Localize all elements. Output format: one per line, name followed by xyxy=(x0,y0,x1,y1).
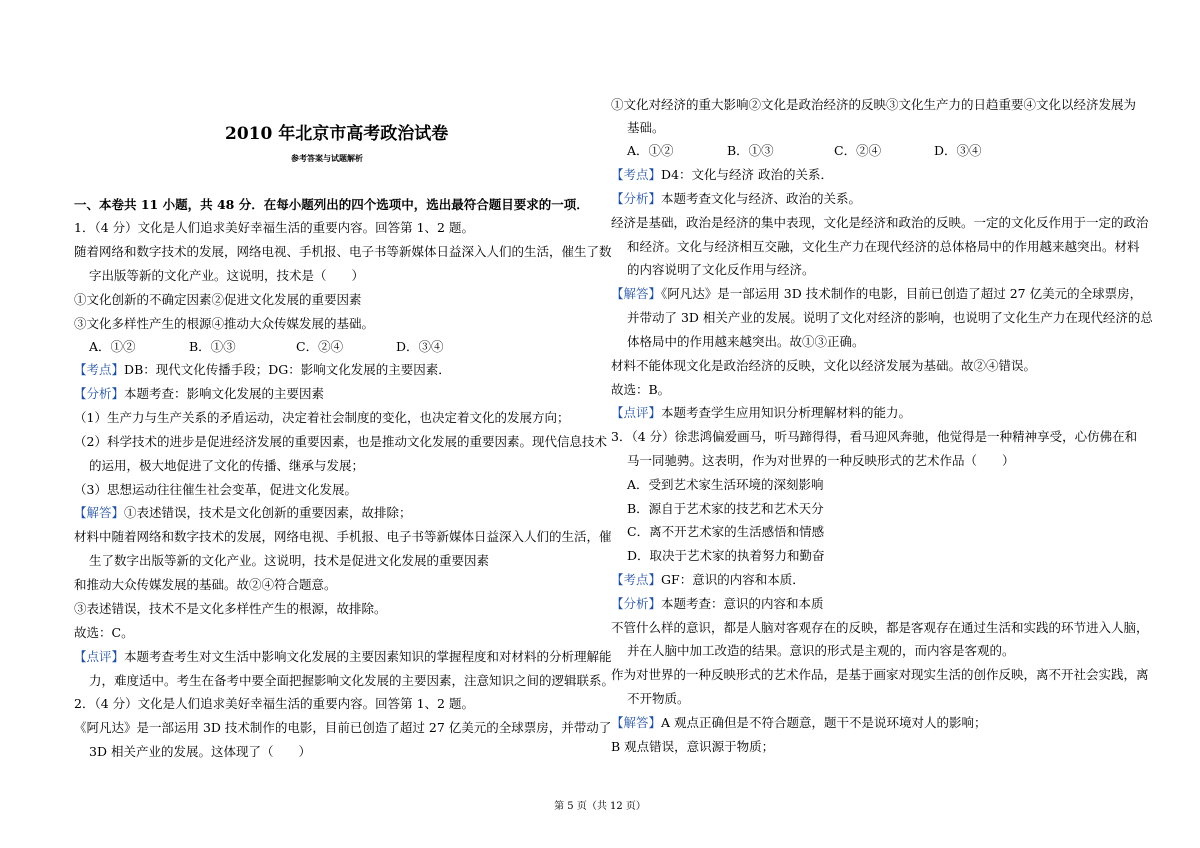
option-d: D．③④ xyxy=(396,339,444,354)
text-line: 力，难度适中。考生在备考中要全面把握影响文化发展的主要因素，注意知识之间的逻辑联系。 xyxy=(89,673,615,688)
text-line: ③文化多样性产生的根源④推动大众传媒发展的基础。 xyxy=(74,316,375,331)
tag-label: 点评 xyxy=(86,649,112,664)
page-title: 2010 年北京市高考政治试卷 xyxy=(225,124,449,144)
text-line: 生了数字出版等新的文化产业。这说明，技术是促进文化发展的重要因素 xyxy=(89,553,490,568)
text-line: 本题考查：影响文化发展的主要因素 xyxy=(124,386,325,401)
text-line: 基础。 xyxy=(627,120,665,135)
dianping-row: 【点评】本题考查学生应用知识分析理解材料的能力。 xyxy=(611,405,912,420)
fenxi-row: 【分析】本题考查文化与经济、政治的关系。 xyxy=(611,191,862,206)
text-line: GF：意识的内容和本质． xyxy=(661,572,805,587)
text-line: 3D 相关产业的发展。这体现了（ ） xyxy=(89,744,311,759)
text-line: 本题考查学生应用知识分析理解材料的能力。 xyxy=(661,405,912,420)
option-a: A．①② xyxy=(89,339,136,354)
option-b: B．①③ xyxy=(727,143,774,158)
jieda-row: 【解答】①表述错误，技术是文化创新的重要因素，故排除； xyxy=(74,505,412,520)
tag-label: 解答 xyxy=(86,505,112,520)
section-heading: 一、本卷共 11 小题，共 48 分．在每小题列出的四个选项中，选出最符合题目要求的一项． xyxy=(74,197,589,212)
tag-label: 考点 xyxy=(623,167,649,182)
answer-line: 故选：B。 xyxy=(611,382,671,397)
text-line: ③表述错误，技术不是文化多样性产生的根源，故排除。 xyxy=(74,601,387,616)
text-line: DB：现代文化传播手段；DG：影响文化发展的主要因素． xyxy=(124,362,451,377)
tag-label: 分析 xyxy=(86,386,112,401)
text-line: ①表述错误，技术是文化创新的重要因素，故排除； xyxy=(124,505,412,520)
page-number-footer: 第 5 页（共 12 页） xyxy=(554,801,646,812)
option-d: D．取决于艺术家的执着努力和勤奋 xyxy=(627,548,825,563)
text-line: 不管什么样的意识，都是人脑对客观存在的反映，都是客观存在通过生活和实践的环节进入人脑， xyxy=(611,620,1149,635)
text-line: 本题考查考生对文生活中影响文化发展的主要因素知识的掌握程度和对材料的分析理解能 xyxy=(124,649,612,664)
option-c: C．②④ xyxy=(296,339,344,354)
text-line: （2）科学技术的进步是促进经济发展的重要因素，也是推动文化发展的重要因素。现代信息技术 xyxy=(74,434,607,449)
text-line: 材料中随着网络和数字技术的发展，网络电视、手机报、电子书等新媒体日益深入人们的生活，催 xyxy=(74,529,612,544)
option-a: A．①② xyxy=(627,143,674,158)
text-line: 并带动了 3D 相关产业的发展。说明了文化对经济的影响，也说明了文化生产力在现代经济的总 xyxy=(627,310,1153,325)
text-line: 《阿凡达》是一部运用 3D 技术制作的电影，目前已创造了超过 27 亿美元的全球票房，并带动了 xyxy=(74,720,612,735)
tag-label: 考点 xyxy=(623,572,649,587)
option-b: B．源自于艺术家的技艺和艺术天分 xyxy=(627,501,824,516)
text-line: 本题考查文化与经济、政治的关系。 xyxy=(661,191,862,206)
tag-label: 考点 xyxy=(86,362,112,377)
kaodian-row: 【考点】DB：现代文化传播手段；DG：影响文化发展的主要因素． xyxy=(74,362,451,377)
text-line: D4：文化与经济 政治的关系． xyxy=(661,167,833,182)
text-line: A 观点正确但是不符合题意，题干不是说环境对人的影响； xyxy=(661,715,987,730)
kaodian-row: 【考点】D4：文化与经济 政治的关系． xyxy=(611,167,833,182)
dianping-row: 【点评】本题考查考生对文生活中影响文化发展的主要因素知识的掌握程度和对材料的分析理解能 xyxy=(74,649,612,664)
text-line: ①文化创新的不确定因素②促进文化发展的重要因素 xyxy=(74,292,362,307)
text-line: 《阿凡达》是一部运用 3D 技术制作的电影，目前已创造了超过 27 亿美元的全球票房， xyxy=(661,286,1143,301)
text-line: 经济是基础，政治是经济的集中表现，文化是经济和政治的反映。一定的文化反作用于一定的政治 xyxy=(611,215,1149,230)
tag-label: 分析 xyxy=(623,596,649,611)
tag-label: 点评 xyxy=(623,405,649,420)
option-b: B．①③ xyxy=(189,339,236,354)
question-3-stem: 3．（4 分）徐悲鸿偏爱画马，听马蹄得得，看马迎风奔驰，他觉得是一种精神享受，心仿佛在和 xyxy=(611,429,1138,444)
text-line: ①文化对经济的重大影响②文化是政治经济的反映③文化生产力的日趋重要④文化以经济发展为 xyxy=(611,97,1137,112)
text-line: （3）思想运动往往催生社会变革，促进文化发展。 xyxy=(74,482,357,497)
tag-label: 解答 xyxy=(623,715,649,730)
text-line: 材料不能体现文化是政治经济的反映，文化以经济发展为基础。故②④错误。 xyxy=(611,358,1037,373)
text-line: 的运用，极大地促进了文化的传播、继承与发展； xyxy=(89,458,365,473)
answer-line: 故选：C。 xyxy=(74,625,134,640)
question-1-stem: 1．（4 分）文化是人们追求美好幸福生活的重要内容。回答第 1、2 题。 xyxy=(74,220,474,235)
tag-label: 解答 xyxy=(623,286,649,301)
text-line: 的内容说明了文化反作用与经济。 xyxy=(627,262,815,277)
page-subtitle: 参考答案与试题解析 xyxy=(291,153,363,163)
text-line: 作为对世界的一种反映形式的艺术作品，是基于画家对现实生活的创作反映，离不开社会实践，离 xyxy=(611,667,1149,682)
tag-label: 分析 xyxy=(623,191,649,206)
text-line: 字出版等新的文化产业。这说明，技术是（ ） xyxy=(89,268,365,283)
text-line: 马一同驰骋。这表明，作为对世界的一种反映形式的艺术作品（ ） xyxy=(627,453,1015,468)
option-c: C．离不开艺术家的生活感悟和情感 xyxy=(627,524,825,539)
text-line: 本题考查：意识的内容和本质 xyxy=(661,596,824,611)
question-2-stem: 2．（4 分）文化是人们追求美好幸福生活的重要内容。回答第 1、2 题。 xyxy=(74,696,474,711)
text-line: （1）生产力与生产关系的矛盾运动，决定着社会制度的变化，也决定着文化的发展方向； xyxy=(74,410,570,425)
text-line: 和经济。文化与经济相互交融，文化生产力在现代经济的总体格局中的作用越来越突出。材料 xyxy=(627,239,1140,254)
text-line: 并在人脑中加工改造的结果。意识的形式是主观的，而内容是客观的。 xyxy=(627,643,1015,658)
option-d: D．③④ xyxy=(934,143,982,158)
jieda-row: 【解答】A 观点正确但是不符合题意，题干不是说环境对人的影响； xyxy=(611,715,987,730)
fenxi-row: 【分析】本题考查：意识的内容和本质 xyxy=(611,596,824,611)
option-a: A．受到艺术家生活环境的深刻影响 xyxy=(627,477,824,492)
text-line: B 观点错误，意识源于物质； xyxy=(611,739,775,754)
option-c: C．②④ xyxy=(834,143,882,158)
kaodian-row: 【考点】GF：意识的内容和本质． xyxy=(611,572,805,587)
fenxi-row: 【分析】本题考查：影响文化发展的主要因素 xyxy=(74,386,325,401)
text-line: 不开物质。 xyxy=(627,691,690,706)
text-line: 随着网络和数字技术的发展，网络电视、手机报、电子书等新媒体日益深入人们的生活，催生了数 xyxy=(74,244,612,259)
jieda-row: 【解答】《阿凡达》是一部运用 3D 技术制作的电影，目前已创造了超过 27 亿美元的全球票房， xyxy=(611,286,1143,301)
text-line: 体格局中的作用越来越突出。故①③正确。 xyxy=(627,334,865,349)
text-line: 和推动大众传媒发展的基础。故②④符合题意。 xyxy=(74,577,337,592)
